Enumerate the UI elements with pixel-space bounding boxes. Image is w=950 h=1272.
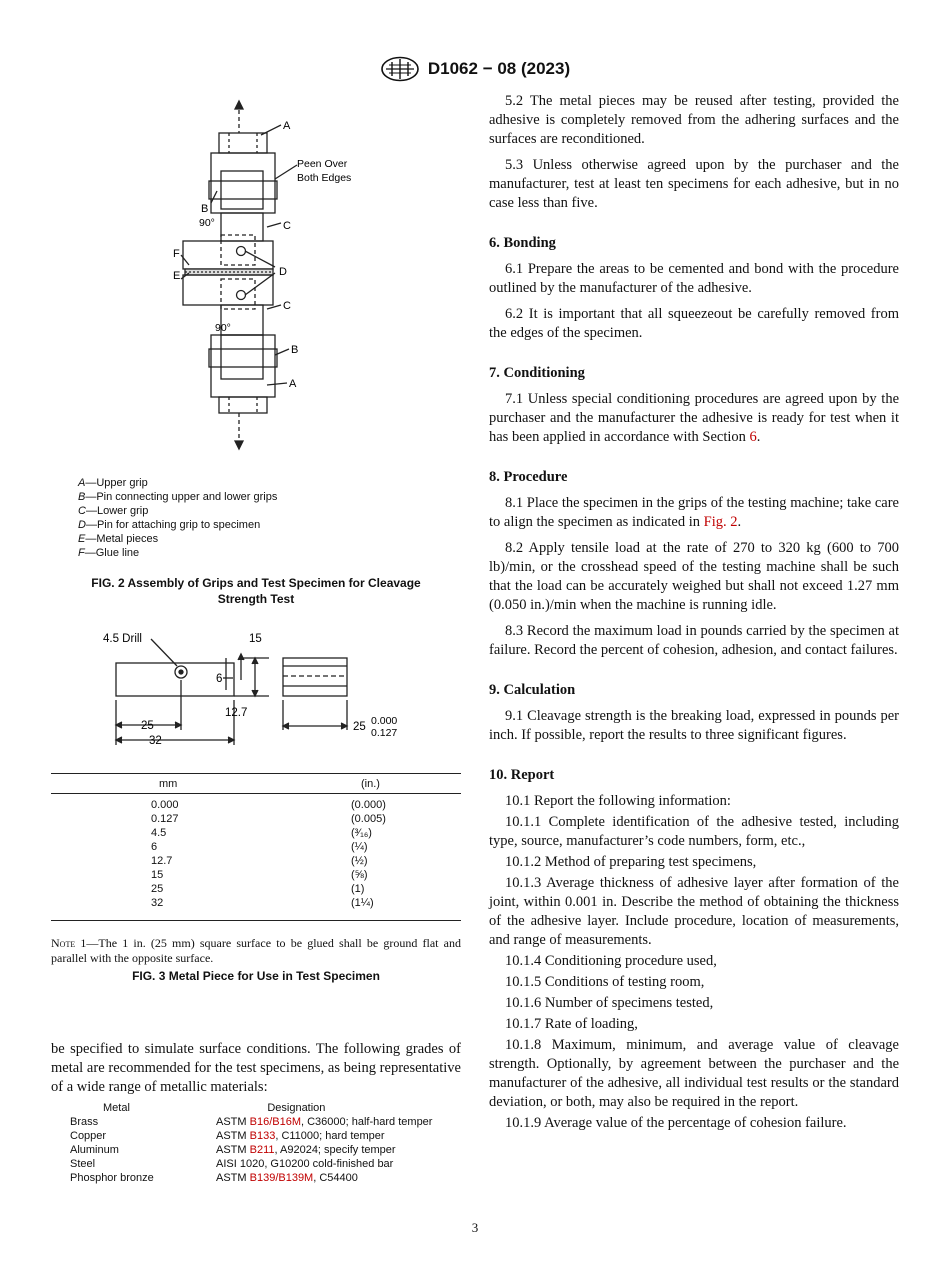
table-row: 15 (⅝) (151, 869, 368, 881)
fig2-link[interactable]: Fig. 2 (703, 514, 738, 530)
para-5-2: 5.2 The metal pieces may be reused after testing, provided the adhesive is completely removed from the adhering surfaces and the surfaces are reconditioned. (489, 93, 899, 147)
metals-table (51, 1101, 461, 1185)
para-10-1-9: 10.1.9 Average value of the percentage of cohesion failure. (505, 1115, 847, 1131)
legend-item: C—Lower grip (78, 505, 149, 517)
table-row: 4.5 (³⁄₁₆) (151, 827, 372, 839)
para-9-1: 9.1 Cleavage strength is the breaking load, expressed in pounds per inch. If possible, report the results to three significant figures. (489, 708, 899, 743)
right-column (489, 92, 899, 1133)
para-7-1: 7.1 Unless special conditioning procedures are agreed upon by the purchaser and the manufacturer the adhesive is ready for test when it has been applied in accordance with Section 6. (489, 391, 899, 445)
section-heading-procedure: 8. Procedure (489, 469, 568, 485)
fig2-label-f: F (173, 248, 180, 260)
fig2-label-peen2: Both Edges (297, 172, 352, 184)
fig3-label-tol-base: 25 (353, 721, 366, 733)
table-row: Steel AISI 1020, G10200 cold-finished bar (70, 1158, 394, 1170)
fig3-label-12-7: 12.7 (225, 707, 248, 719)
para-8-3: 8.3 Record the maximum load in pounds carried by the specimen at failure. Record the percent of cohesion, adhesion, and contact failures. (489, 623, 899, 658)
table-header: mm (in.) (51, 774, 461, 794)
fig2-label-a-bottom: A (289, 378, 297, 390)
fig2-label-e: E (173, 270, 181, 282)
table-row: 12.7 (½) (151, 855, 368, 867)
section-heading-report: 10. Report (489, 767, 555, 783)
para-6-1: 6.1 Prepare the areas to be cemented and bond with the procedure outlined by the manufacturer of the adhesive. (489, 261, 899, 296)
para-10-1-2: 10.1.2 Method of preparing test specimens, (505, 854, 757, 870)
para-10-1-7: 10.1.7 Rate of loading, (505, 1016, 638, 1032)
fig3-label-15: 15 (249, 633, 262, 645)
legend-item: F—Glue line (78, 547, 140, 559)
fig2-label-b-bottom: B (291, 344, 299, 356)
fig2-label-c-top: C (283, 220, 291, 232)
fig2-label-b-top: B (201, 203, 209, 215)
para-8-1: 8.1 Place the specimen in the grips of the testing machine; take care to align the specimen as indicated in Fig. 2. (489, 495, 899, 530)
fig2-grip-assembly-drawing (171, 95, 371, 460)
legend-item: D—Pin for attaching grip to specimen (78, 519, 261, 531)
fig2-legend (78, 476, 277, 560)
fig3-dimension-table (51, 773, 461, 921)
page-header (0, 56, 950, 82)
table-row: 6 (¼) (151, 841, 368, 853)
fig2-label-angle-top: 90° (199, 217, 215, 229)
fig3-label-tol-lower: 0.127 (371, 727, 398, 739)
table-row: 0.000 (0.000) (151, 799, 386, 811)
para-6-2: 6.2 It is important that all squeezeout be carefully removed from the edges of the specimen. (489, 306, 899, 341)
table-row: Phosphor bronze ASTM B139/B139M, C54400 (70, 1172, 358, 1184)
para-10-1-8: 10.1.8 Maximum, minimum, and average value of cleavage strength. Optionally, by agreement between the purchaser and the manufacturer of the adhesive, all individual test results or the standard deviation, or both, may also be required in the report. (489, 1037, 899, 1110)
table-header: Metal Designation (103, 1102, 326, 1114)
para-5-3: 5.3 Unless otherwise agreed upon by the purchaser and the manufacturer, test at least ten specimens for each adhesive, but in no case less than five. (489, 157, 899, 211)
para-10-1-4: 10.1.4 Conditioning procedure used, (505, 953, 717, 969)
section-heading-calculation: 9. Calculation (489, 682, 576, 698)
astm-reference-link[interactable]: B211 (249, 1144, 275, 1156)
fig3-metal-piece-drawing (91, 630, 421, 760)
table-row: 32 (1¼) (151, 897, 374, 909)
astm-reference-link[interactable]: B16/B16M (249, 1116, 301, 1128)
astm-reference-link[interactable]: B133 (249, 1130, 276, 1142)
table-row: 25 (1) (151, 883, 365, 895)
para-10-1-6: 10.1.6 Number of specimens tested, (505, 995, 714, 1011)
astm-reference-link[interactable]: B139/B139M (249, 1172, 314, 1184)
legend-item: B—Pin connecting upper and lower grips (78, 491, 278, 503)
para-10-1: 10.1 Report the following information: (505, 793, 731, 809)
table-row: Aluminum ASTM B211, A92024; specify temper (70, 1144, 396, 1156)
fig3-label-25: 25 (141, 720, 154, 732)
table-row: Copper ASTM B133, C11000; hard temper (70, 1130, 385, 1142)
section-heading-conditioning: 7. Conditioning (489, 365, 585, 381)
section-6-link[interactable]: 6 (749, 429, 757, 445)
fig3-label-drill: 4.5 Drill (103, 633, 142, 645)
fig2-label-angle-bottom: 90° (215, 322, 231, 334)
fig3-note: Note 1—The 1 in. (25 mm) square surface to be glued shall be ground flat and parallel with the opposite surface. (51, 936, 462, 965)
legend-item: A—Upper grip (78, 477, 148, 489)
fig2-caption: FIG. 2 Assembly of Grips and Test Specimen for Cleavage Strength Test (91, 576, 421, 606)
fig3-caption: FIG. 3 Metal Piece for Use in Test Specimen (132, 969, 380, 983)
astm-logo-icon (380, 56, 420, 82)
section-heading-bonding: 6. Bonding (489, 235, 556, 251)
fig2-label-c-bottom: C (283, 300, 291, 312)
fig3-label-6: 6 (216, 673, 223, 685)
para-8-2: 8.2 Apply tensile load at the rate of 270 to 320 kg (600 to 700 lb)/min, or the crosshead speed of the testing machine shall be such that the load can be accurately weighed but shall not exceed 1.27 mm (0.050 in.)/min when the machine is running idle. (489, 540, 899, 613)
para-10-1-5: 10.1.5 Conditions of testing room, (505, 974, 705, 990)
para-10-1-3: 10.1.3 Average thickness of adhesive layer after formation of the joint, within 0.001 in. Describe the method of obtaining the thickness of the adhesive layer. Include procedure, location of measurements, and range of measurements. (489, 875, 899, 948)
left-body-paragraph: be specified to simulate surface conditions. The following grades of metal are recommended for the test specimens, as being representative of a wide range of metallic materials: (51, 1041, 461, 1095)
fig3-label-tol-upper: 0.000 (371, 715, 398, 727)
standard-designation: D1062 − 08 (2023) (427, 59, 571, 78)
para-10-1-1: 10.1.1 Complete identification of the adhesive tested, including type, source, manufacturer’s code numbers, form, etc., (489, 814, 899, 849)
fig2-label-peen1: Peen Over (297, 158, 348, 170)
page-number: 3 (471, 1220, 479, 1235)
table-row: Brass ASTM B16/B16M, C36000; half-hard temper (70, 1116, 433, 1128)
legend-item: E—Metal pieces (78, 533, 159, 545)
fig2-label-d: D (279, 266, 287, 278)
fig3-label-32: 32 (149, 735, 162, 747)
fig2-label-a-top: A (283, 120, 291, 132)
table-row: 0.127 (0.005) (151, 813, 386, 825)
